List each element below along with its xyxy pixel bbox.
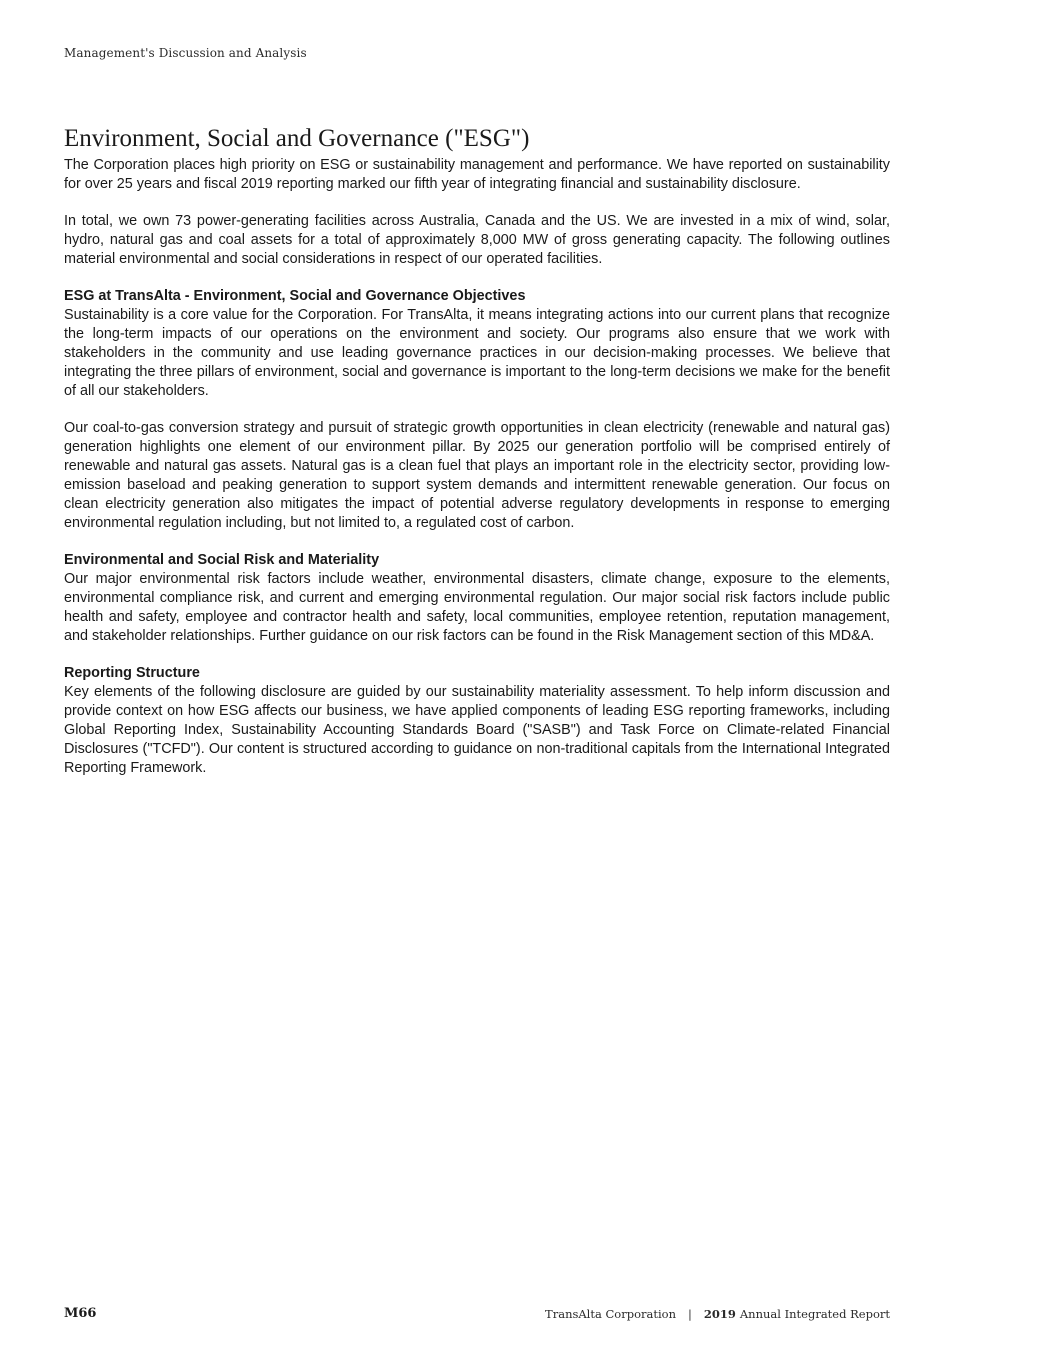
- objectives-paragraph-1: Sustainability is a core value for the Corporation. For TransAlta, it means integrating actions into our current plans that recognize the long-term impacts of our operations on the environment and society. Our programs also ensure that we work with stakeholders in the community and use leading governance practices in our decision-making processes. We believe that integrating the three pillars of environment, social and governance is important to the long-term decisions we make for the benefit of all our stakeholders.: [64, 307, 890, 399]
- intro-paragraph-2: In total, we own 73 power-generating facilities across Australia, Canada and the US. We are invested in a mix of wind, solar, hydro, natural gas and coal assets for a total of approximately 8,000 MW of gross generating capacity. The following outlines material environmental and social considerations in respect of our operated facilities.: [64, 213, 890, 267]
- risk-paragraph: Our major environmental risk factors include weather, environmental disasters, climate change, exposure to the elements, environmental compliance risk, and current and emerging environmental regulation. Our major social risk factors include public health and safety, employee and contractor health and safety, local communities, employee retention, reputation management, and stakeholder relationships. Further guidance on our risk factors can be found in the Risk Management section of this MD&A.: [64, 571, 890, 644]
- running-header: Management's Discussion and Analysis: [64, 46, 307, 60]
- footer-report-name: Annual Integrated Report: [739, 1307, 890, 1321]
- document-body: [64, 124, 890, 778]
- footer-company: TransAlta Corporation: [545, 1307, 676, 1321]
- footer-separator: |: [687, 1307, 692, 1321]
- footer-report-info: [545, 1307, 890, 1321]
- reporting-heading: Reporting Structure: [64, 665, 200, 681]
- objectives-heading: ESG at TransAlta - Environment, Social and Governance Objectives: [64, 288, 526, 304]
- page-number: M66: [64, 1306, 97, 1321]
- intro-paragraph-1: The Corporation places high priority on ESG or sustainability management and performance. We have reported on sustainability for over 25 years and fiscal 2019 reporting marked our fifth year of integrating financial and sustainability disclosure.: [64, 157, 890, 192]
- risk-heading: Environmental and Social Risk and Materiality: [64, 552, 380, 568]
- reporting-paragraph: Key elements of the following disclosure are guided by our sustainability materiality assessment. To help inform discussion and provide context on how ESG affects our business, we have applied components of leading ESG reporting frameworks, including Global Reporting Index, Sustainability Accounting Standards Board ("SASB") and Task Force on Climate-related Financial Disclosures ("TCFD"). Our content is structured according to guidance on non-traditional capitals from the International Integrated Reporting Framework.: [64, 684, 890, 776]
- page-title: Environment, Social and Governance ("ESG"): [64, 125, 530, 152]
- footer-year: 2019: [703, 1307, 736, 1321]
- objectives-paragraph-2: Our coal-to-gas conversion strategy and pursuit of strategic growth opportunities in clean electricity (renewable and natural gas) generation highlights one element of our environment pillar. By 2025 our generation portfolio will be comprised entirely of renewable and natural gas assets. Natural gas is a clean fuel that plays an important role in the electricity sector, providing low-emission baseload and peaking generation to support system demands and intermittent renewable generation. Our focus on clean electricity generation also mitigates the impact of potential adverse regulatory developments in response to emerging environmental regulation including, but not limited to, a regulated cost of carbon.: [64, 420, 890, 531]
